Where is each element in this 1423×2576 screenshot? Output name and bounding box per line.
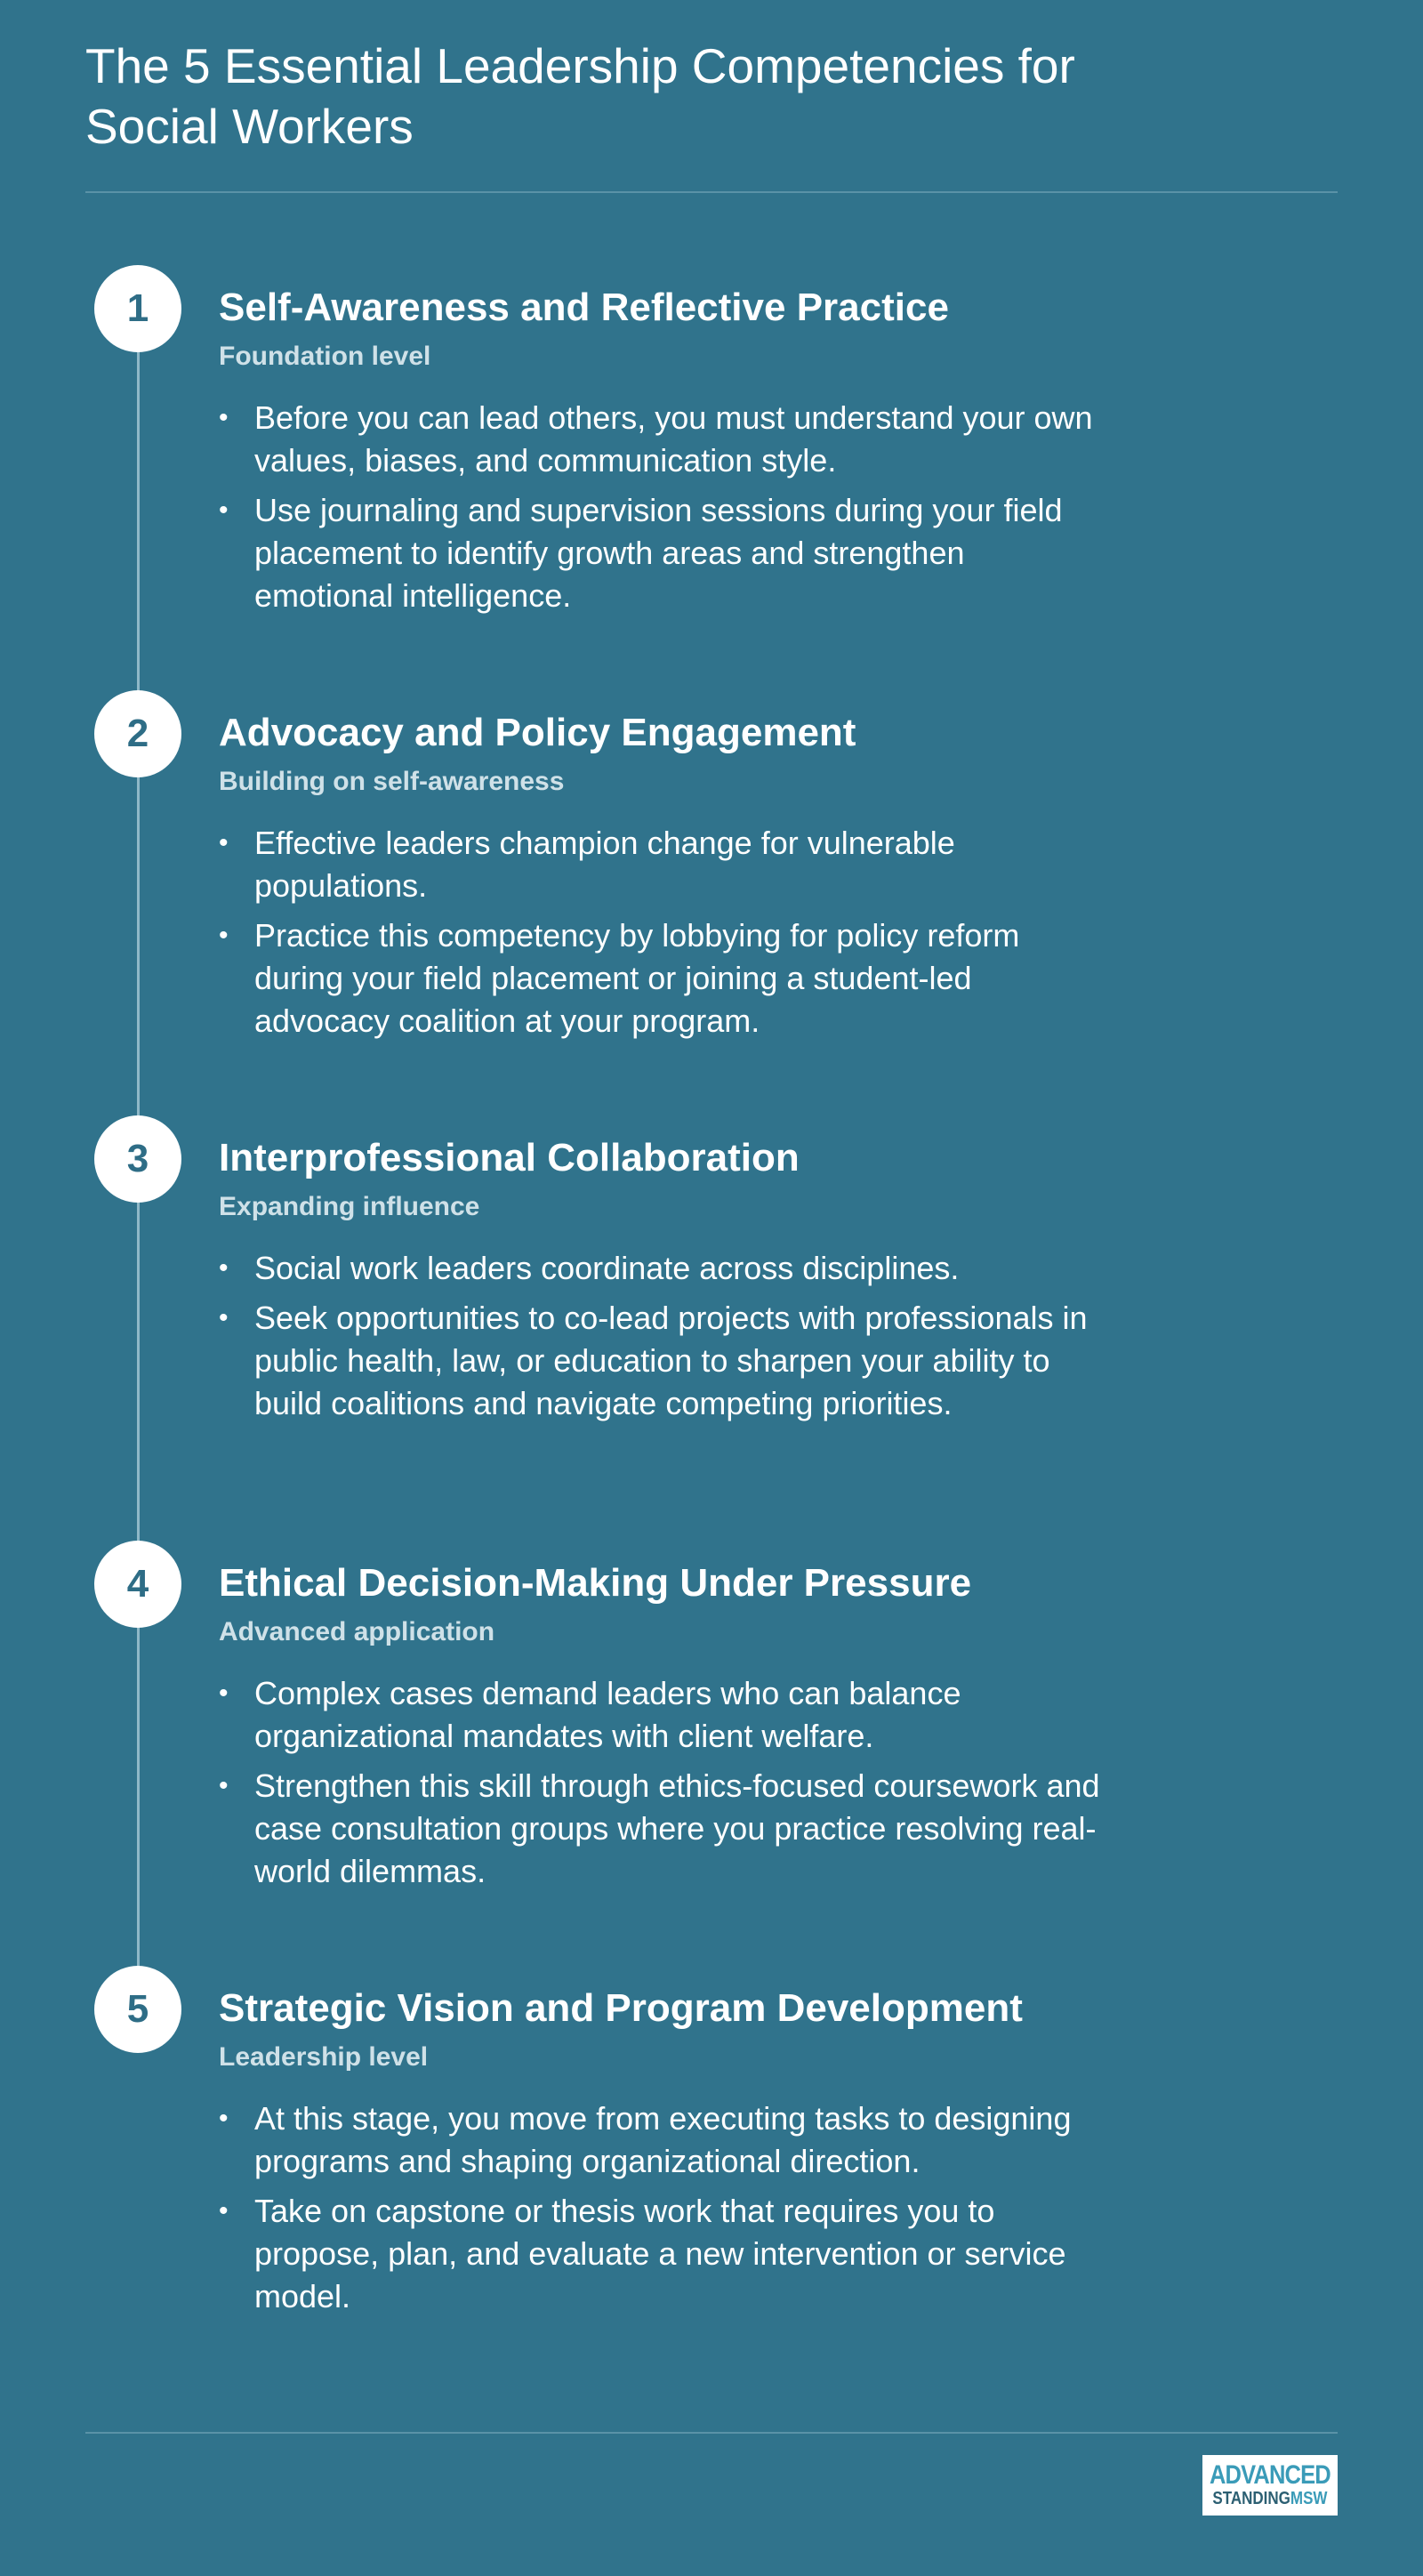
step-number-badge: 1 xyxy=(94,265,181,352)
step-level: Advanced application xyxy=(219,1617,495,1646)
step-title: Interprofessional Collaboration xyxy=(219,1136,800,1179)
header-divider xyxy=(85,191,1338,193)
advanced-standing-msw-logo xyxy=(1202,2455,1338,2516)
step-bullet: • Take on capstone or thesis work that requires you to propose, plan, and evaluate a new intervention or service model. xyxy=(219,2190,1108,2318)
step-number-badge: 4 xyxy=(94,1541,181,1628)
logo-wordmark-top: ADVANCED xyxy=(1210,2460,1331,2490)
logo-wordmark-standing: STANDING xyxy=(1212,2489,1290,2508)
page-title: The 5 Essential Leadership Competencies for Social Workers xyxy=(85,38,1075,154)
step-bullet: • Effective leaders champion change for vulnerable populations. xyxy=(219,822,1108,907)
step-number-badge: 3 xyxy=(94,1115,181,1203)
step-bullet-list xyxy=(219,1672,1108,1900)
step-level: Foundation level xyxy=(219,342,431,371)
step-bullet-list xyxy=(219,2097,1108,2325)
footer-divider xyxy=(85,2432,1338,2434)
step-bullet-list xyxy=(219,1247,1108,1432)
step-bullet: • Social work leaders coordinate across disciplines. xyxy=(219,1247,1108,1290)
step-level: Expanding influence xyxy=(219,1192,480,1221)
step-bullet-list xyxy=(219,822,1108,1050)
step-bullet: • Before you can lead others, you must understand your own values, biases, and communication style. xyxy=(219,397,1108,482)
step-bullet: • Use journaling and supervision sessions during your field placement to identify growth areas and strengthen emotional intelligence. xyxy=(219,489,1108,617)
step-title: Strategic Vision and Program Development xyxy=(219,1986,1023,2030)
step-bullet: • At this stage, you move from executing tasks to designing programs and shaping organizational direction. xyxy=(219,2097,1108,2183)
step-bullet: • Seek opportunities to co-lead projects with professionals in public health, law, or education to sharpen your ability to build coalitions and navigate competing priorities. xyxy=(219,1297,1108,1425)
step-level: Building on self-awareness xyxy=(219,767,565,796)
logo-wordmark-bottom xyxy=(1212,2489,1327,2508)
step-number-badge: 2 xyxy=(94,690,181,777)
step-bullet-list xyxy=(219,397,1108,624)
step-bullet: • Complex cases demand leaders who can balance organizational mandates with client welfare. xyxy=(219,1672,1108,1758)
step-number-badge: 5 xyxy=(94,1966,181,2053)
step-level: Leadership level xyxy=(219,2042,429,2072)
step-title: Ethical Decision-Making Under Pressure xyxy=(219,1561,972,1605)
logo-wordmark-msw: MSW xyxy=(1290,2489,1328,2508)
step-title: Self-Awareness and Reflective Practice xyxy=(219,286,949,329)
step-bullet: • Practice this competency by lobbying for policy reform during your field placement or joining a student-led advocacy coalition at your program. xyxy=(219,914,1108,1042)
step-title: Advocacy and Policy Engagement xyxy=(219,711,856,754)
step-bullet: • Strengthen this skill through ethics-focused coursework and case consultation groups where you practice resolving real-world dilemmas. xyxy=(219,1765,1108,1893)
